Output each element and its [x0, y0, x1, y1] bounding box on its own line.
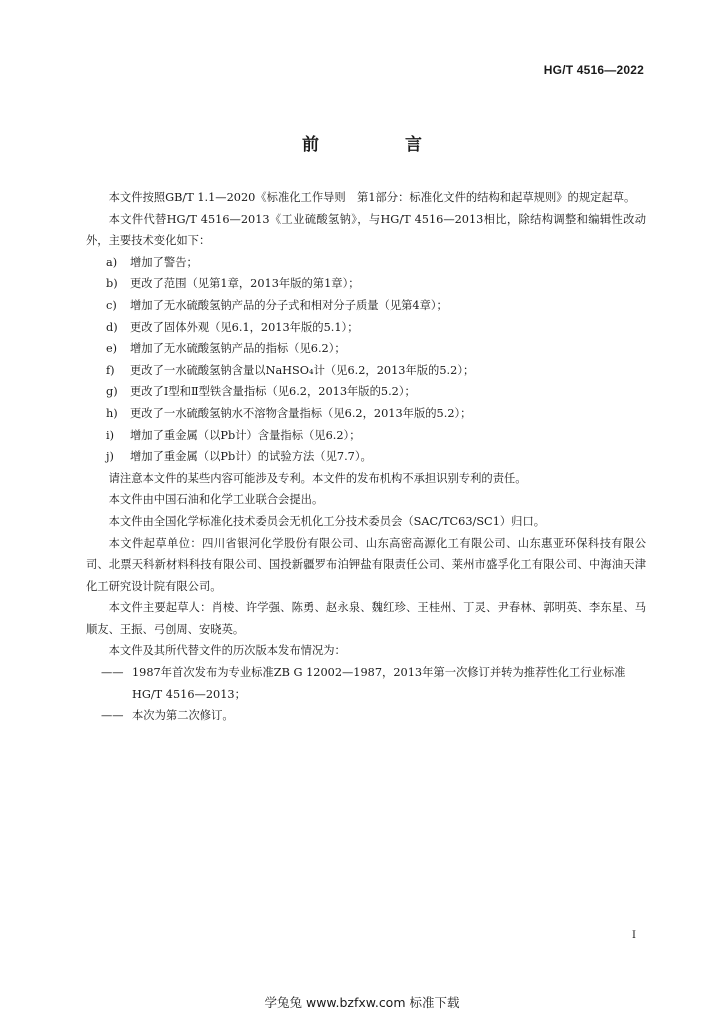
list-marker: d) [106, 320, 118, 334]
history-item [86, 662, 646, 705]
history-item [86, 705, 646, 727]
paragraph-history-intro: 本文件及其所代替文件的历次版本发布情况为： [108, 644, 346, 658]
list-marker: j) [106, 450, 114, 464]
list-marker: a) [106, 255, 118, 269]
page-number: I [632, 930, 636, 941]
paragraph-drafters: 本文件主要起草人：肖棱、许学强、陈勇、赵永泉、魏红珍、王桂州、丁灵、尹春林、郭明英、李东星、马顺友、王振、弓创周、安晓英。 [86, 601, 646, 636]
paragraph-drafting-units: 本文件起草单位：四川省银河化学股份有限公司、山东高密高源化工有限公司、山东惠亚环保科技有限公司、北票天科新材料科技有限公司、国投新疆罗布泊钾盐有限责任公司、莱州市盛孚化工有限公司、中海油天津化工研究设计院有限公司。 [86, 536, 646, 593]
list-item [86, 252, 646, 274]
standard-code: HG/T 4516—2022 [543, 63, 644, 77]
list-marker: f) [106, 363, 115, 377]
list-item [86, 403, 646, 425]
dash-marker: —— [101, 666, 124, 680]
list-marker: c) [106, 298, 117, 312]
list-item-text: 更改了一水硫酸氢钠水不溶物含量指标（见6.2，2013年版的5.2）； [130, 406, 472, 420]
list-item-text: 增加了重金属（以Pb计）的试验方法（见7.7）。 [130, 450, 372, 464]
list-item-text: 更改了范围（见第1章，2013年版的第1章）； [130, 277, 360, 291]
foreword-body [86, 187, 646, 727]
list-item [86, 381, 646, 403]
changes-list [86, 252, 646, 468]
paragraph-replacement: 本文件代替HG/T 4516—2013《工业硫酸氢钠》，与HG/T 4516—2013相比，除结构调整和编辑性改动外，主要技术变化如下： [86, 212, 646, 248]
list-item [86, 338, 646, 360]
list-item-text: 更改了一水硫酸氢钠含量以NaHSO₄计（见6.2，2013年版的5.2）； [130, 363, 475, 377]
list-item-text: 增加了重金属（以Pb计）含量指标（见6.2）； [130, 428, 361, 442]
list-marker: i) [106, 428, 115, 442]
list-marker: e) [106, 342, 118, 356]
history-item-text: 1987年首次发布为专业标准ZB G 12002—1987，2013年第一次修订并转为推荐性化工行业标准HG/T 4516—2013； [132, 666, 626, 701]
list-item [86, 446, 646, 468]
page-title: 前 言 [302, 135, 462, 155]
list-item-text: 更改了Ⅰ型和Ⅱ型铁含量指标（见6.2，2013年版的5.2）； [130, 385, 416, 399]
list-item [86, 360, 646, 382]
paragraph-patent-notice: 请注意本文件的某些内容可能涉及专利。本文件的发布机构不承担识别专利的责任。 [108, 471, 527, 485]
history-list [86, 662, 646, 727]
download-footer: 学兔兔 www.bzfxw.com 标准下载 [264, 995, 460, 1010]
dash-marker: —— [101, 709, 124, 723]
paragraph-proposer: 本文件由中国石油和化学工业联合会提出。 [108, 493, 324, 507]
list-marker: h) [106, 406, 118, 420]
paragraph-committee: 本文件由全国化学标准化技术委员会无机化工分技术委员会（SAC/TC63/SC1）归口。 [108, 514, 546, 528]
paragraph-drafting-rules: 本文件按照GB/T 1.1—2020《标准化工作导则 第1部分：标准化文件的结构和起草规则》的规定起草。 [108, 191, 636, 204]
history-item-text: 本次为第二次修订。 [132, 709, 234, 723]
list-item-text: 更改了固体外观（见6.1，2013年版的5.1）； [130, 320, 359, 334]
list-marker: b) [106, 277, 118, 291]
list-item-text: 增加了警告； [130, 255, 198, 269]
list-marker: g) [106, 385, 118, 399]
list-item-text: 增加了无水硫酸氢钠产品的分子式和相对分子质量（见第4章）； [130, 298, 448, 312]
list-item [86, 317, 646, 339]
list-item-text: 增加了无水硫酸氢钠产品的指标（见6.2）； [130, 342, 346, 356]
list-item [86, 425, 646, 447]
list-item [86, 295, 646, 317]
list-item [86, 273, 646, 295]
